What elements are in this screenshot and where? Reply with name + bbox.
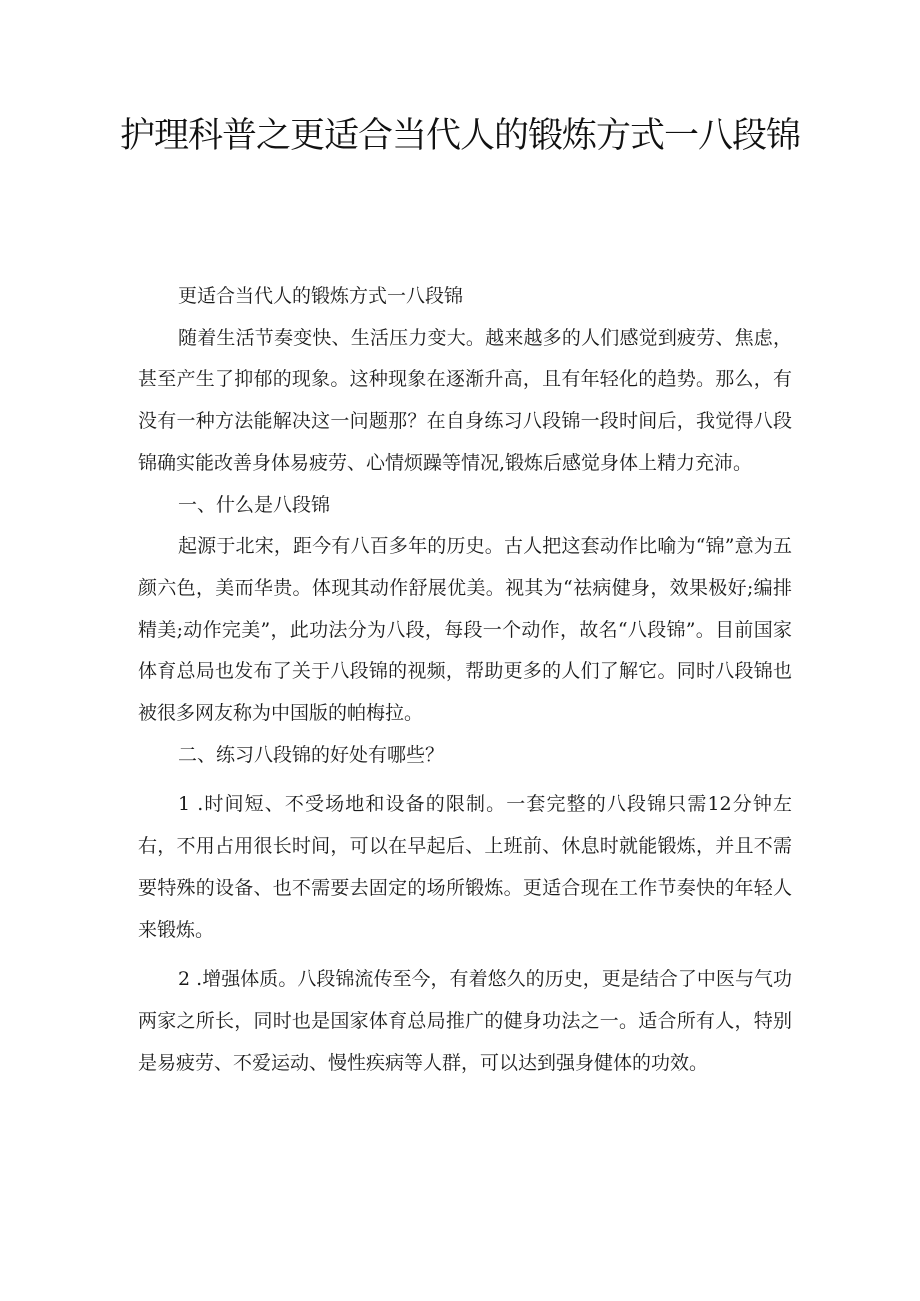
origin-paragraph: 起源于北宋，距今有八百多年的历史。古人把这套动作比喻为“锦”意为五颜六色，美而华贵。体现其动作舒展优美。视其为“祛病健身，效果极好;编排精美;动作完美”，此功法分为八段，每段一个动作，故名“八段锦”。目前国家体育总局也发布了关于八段锦的视频，帮助更多的人们了解它。同时八段锦也被很多网友称为中国版的帕梅拉。 — [138, 535, 792, 725]
subtitle-paragraph: 更适合当代人的锻炼方式一八段锦 — [178, 285, 464, 307]
document-title: 护理科普之更适合当代人的锻炼方式一八段锦 — [120, 116, 801, 156]
benefit-item-1: 1 .时间短、不受场地和设备的限制。一套完整的八段锦只需12分钟左右，不用占用很长时间，可以在早起后、上班前、休息时就能锻炼，并且不需要特殊的设备、也不需要去固定的场所锻炼。更适合现在工作节奏快的年轻人来锻炼。 — [138, 793, 792, 941]
benefit-item-2: 2 .增强体质。八段锦流传至今，有着悠久的历史，更是结合了中医与气功两家之所长，同时也是国家体育总局推广的健身功法之一。适合所有人，特别是易疲劳、不爱运动、慢性疾病等人群，可以达到强身健体的功效。 — [138, 968, 792, 1074]
section-heading-benefits: 二、练习八段锦的好处有哪些？ — [178, 743, 445, 766]
intro-paragraph: 随着生活节奏变快、生活压力变大。越来越多的人们感觉到疲劳、焦虑，甚至产生了抑郁的现象。这种现象在逐渐升高，且有年轻化的趋势。那么，有没有一种方法能解决这一问题那？在自身练习八段锦一段时间后，我觉得八段锦确实能改善身体易疲劳、心情烦躁等情况,锻炼后感觉身体上精力充沛。 — [138, 326, 792, 474]
document-body — [138, 276, 792, 1084]
section-heading-what-is-baduanjin: 一、什么是八段锦 — [178, 493, 331, 516]
